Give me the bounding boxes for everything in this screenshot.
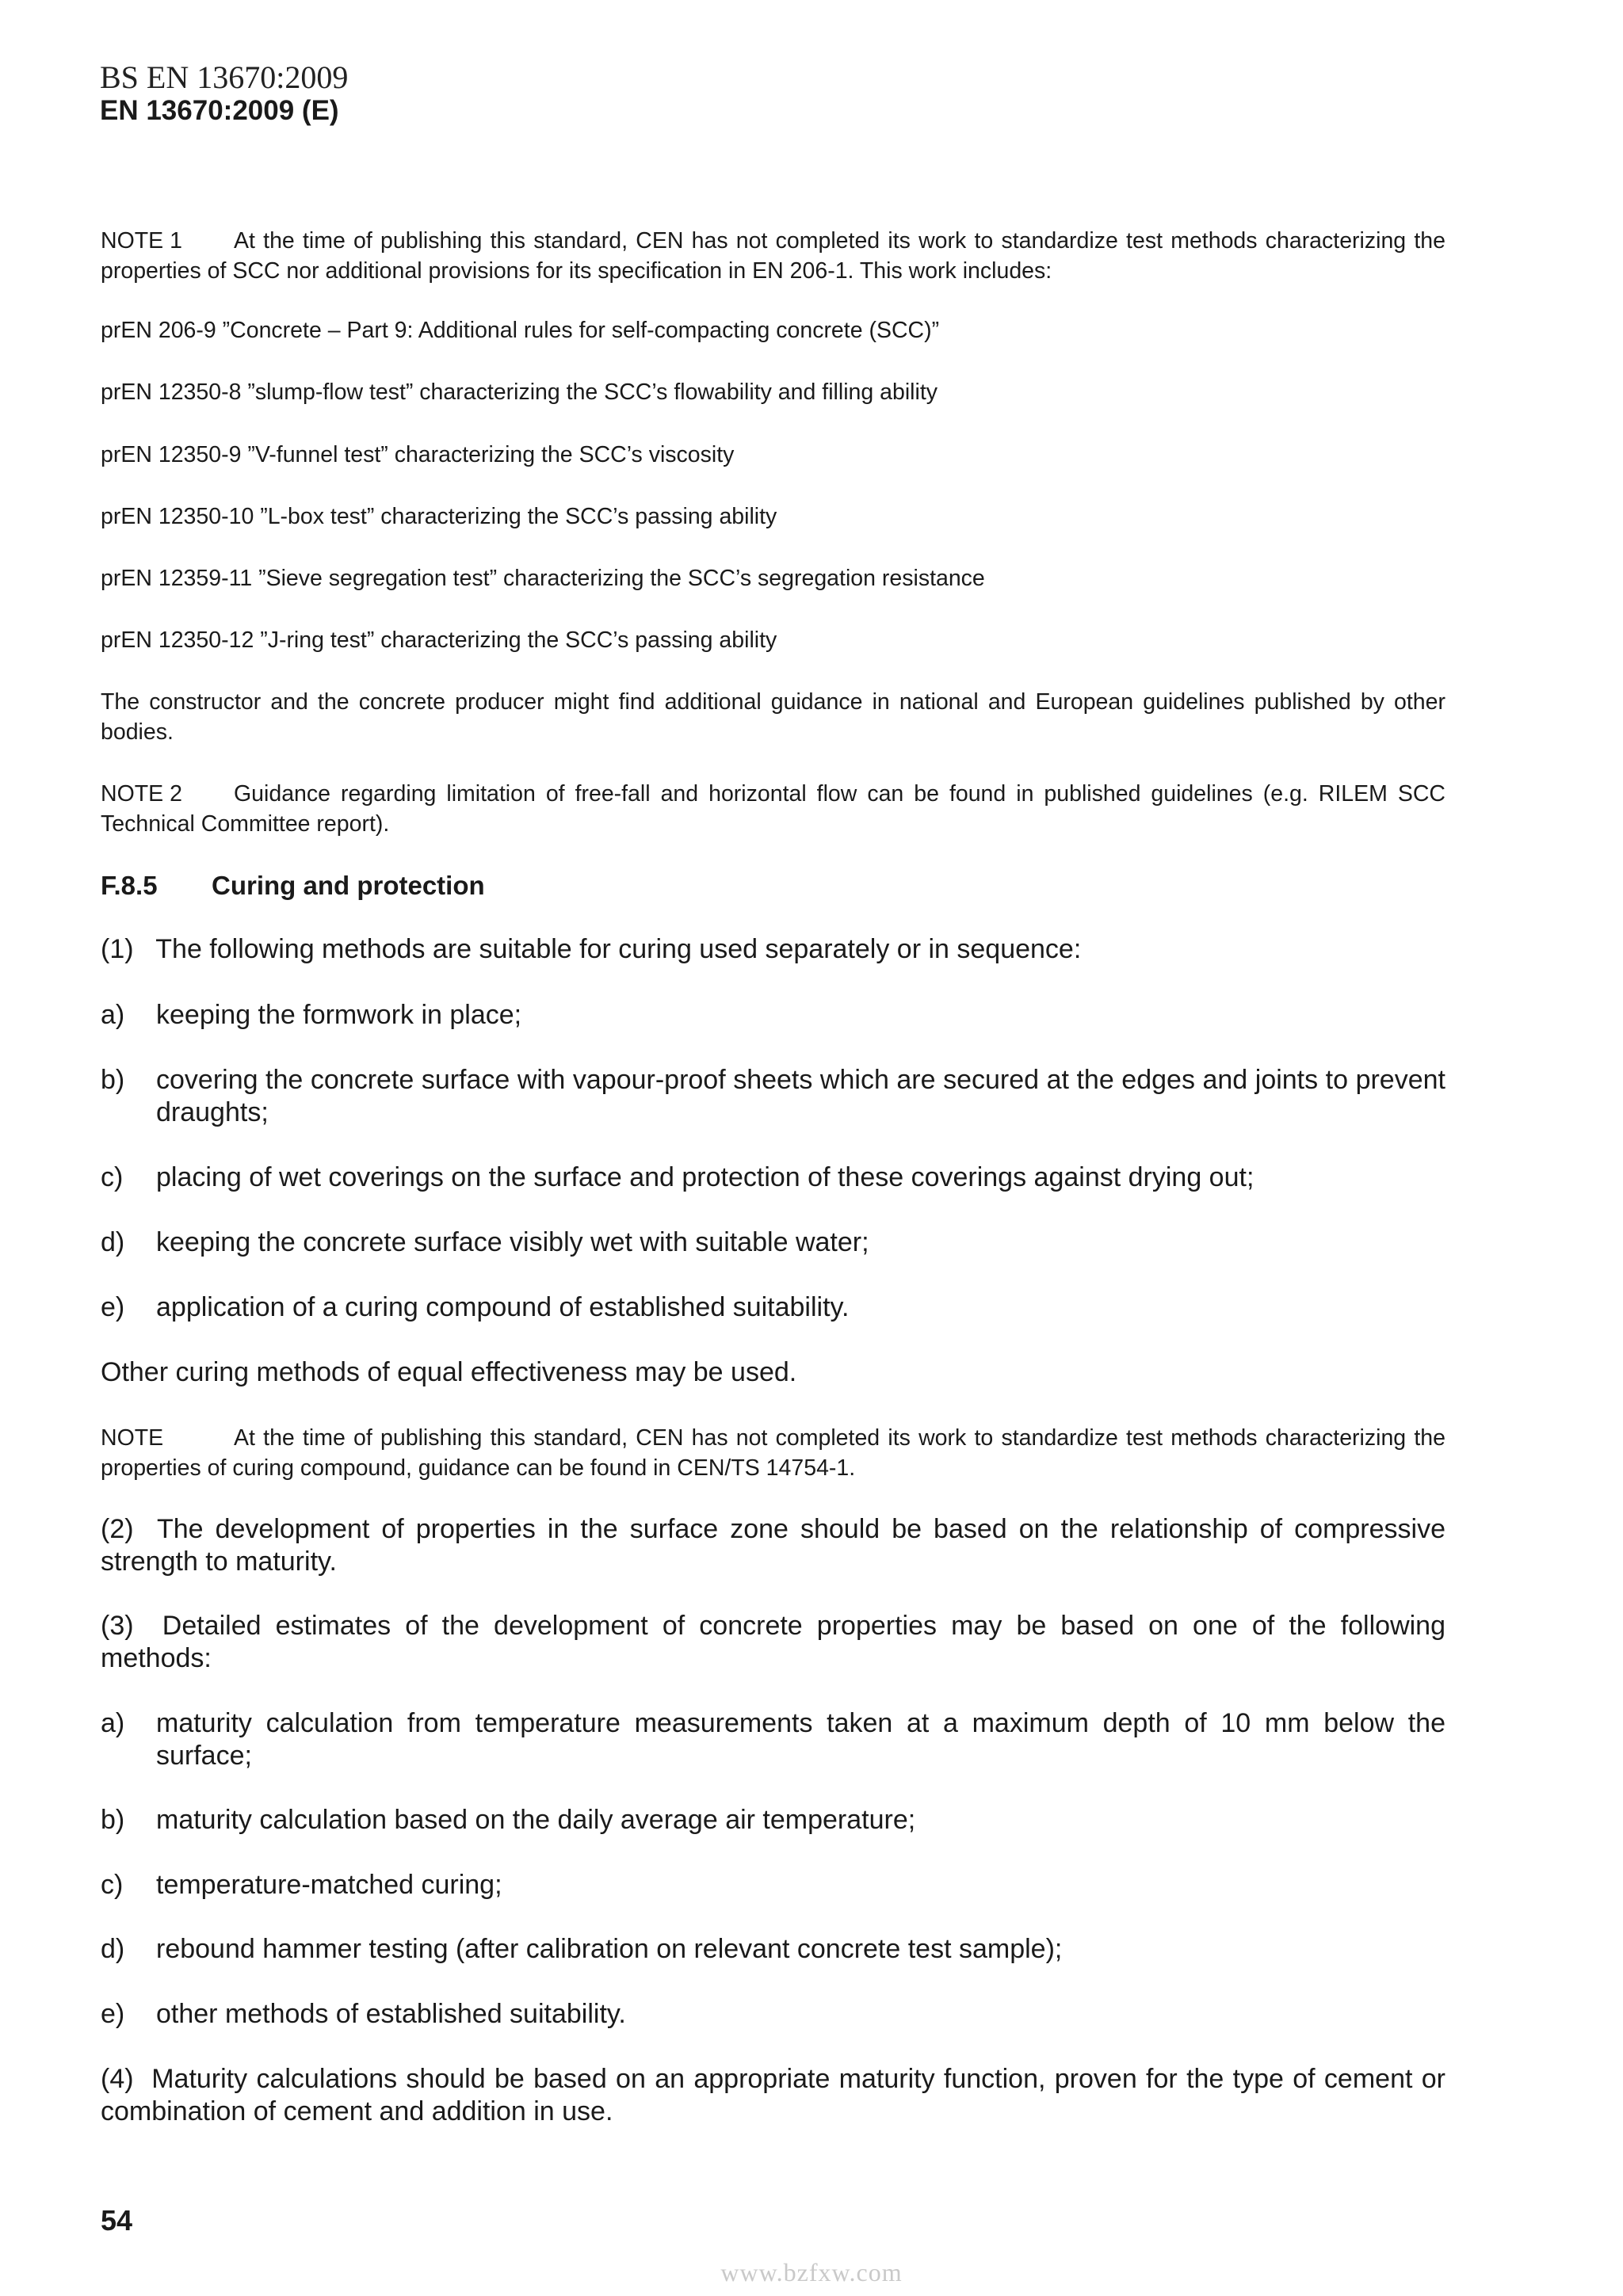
guidance-paragraph: The constructor and the concrete producer might find additional guidance in national and European guidelines published by other bodies. [101, 689, 1445, 745]
list-item-text: covering the concrete surface with vapour-proof sheets which are secured at the edges and joints to prevent draughts; [156, 1065, 1445, 1127]
list-item-text: maturity calculation from temperature measurements taken at a maximum depth of 10 mm below the surface; [156, 1708, 1445, 1771]
page-number: 54 [101, 2204, 133, 2237]
note-3-text: At the time of publishing this standard, CEN has not completed its work to standardize test methods characterizing the properties of curing compound, guidance can be found in CEN/TS 14754-1. [101, 1425, 1445, 1481]
list-item-text: keeping the concrete surface visibly wet with suitable water; [156, 1227, 869, 1257]
clause-1: (1) The following methods are suitable for curing used separately or in sequence: [101, 934, 1082, 964]
pren-item: prEN 12350-9 ”V-funnel test” characterizing the SCC’s viscosity [101, 442, 735, 467]
list-item-label: b) [101, 1805, 125, 1835]
pren-item: prEN 12359-11 ”Sieve segregation test” characterizing the SCC’s segregation resistance [101, 566, 985, 591]
clause-4: (4) Maturity calculations should be based on an appropriate maturity function, proven for the type of cement or combination of cement and addition in use. [101, 2064, 1445, 2126]
list-item-label: d) [101, 1934, 125, 1964]
list-item-label: e) [101, 1292, 125, 1322]
list-item-label: a) [101, 1000, 125, 1030]
clause-3: (3) Detailed estimates of the development of concrete properties may be based on one of the following methods: [101, 1611, 1445, 1673]
list-item-text: temperature-matched curing; [156, 1870, 502, 1900]
list-item-label: a) [101, 1708, 125, 1738]
list-item-text: placing of wet coverings on the surface and protection of these coverings against drying out; [156, 1162, 1254, 1192]
note-1-label: NOTE 1 [101, 228, 182, 254]
list-item-text: keeping the formwork in place; [156, 1000, 522, 1030]
section-heading [101, 869, 485, 902]
note-2-label: NOTE 2 [101, 781, 182, 807]
clause-2: (2) The development of properties in the surface zone should be based on the relationship of compressive strength to maturity. [101, 1514, 1445, 1577]
note-1-text: At the time of publishing this standard, CEN has not completed its work to standardize test methods characterizing the properties of SCC nor additional provisions for its specification in EN 206-1. This work includes: [101, 228, 1445, 284]
note-3 [101, 1423, 1445, 1483]
list-item-label: e) [101, 1999, 125, 2029]
standard-number: BS EN 13670:2009 [100, 59, 349, 95]
note-2 [101, 779, 1445, 839]
list-item-label: c) [101, 1162, 124, 1192]
standard-edition: EN 13670:2009 (E) [100, 95, 339, 126]
note-1 [101, 226, 1445, 286]
pren-item: prEN 12350-10 ”L-box test” characterizing the SCC’s passing ability [101, 504, 777, 529]
list-item-label: d) [101, 1227, 125, 1257]
list-item-label: c) [101, 1870, 124, 1900]
pren-item: prEN 206-9 ”Concrete – Part 9: Additional rules for self-compacting concrete (SCC)” [101, 318, 940, 343]
list-item-text: application of a curing compound of established suitability. [156, 1292, 850, 1322]
pren-item: prEN 12350-8 ”slump-flow test” characterizing the SCC’s flowability and filling ability [101, 379, 938, 405]
other-methods-text: Other curing methods of equal effectiveness may be used. [101, 1357, 797, 1387]
list-item-text: other methods of established suitability. [156, 1999, 626, 2029]
list-item-text: rebound hammer testing (after calibration on relevant concrete test sample); [156, 1934, 1063, 1964]
note-2-text: Guidance regarding limitation of free-fall and horizontal flow can be found in published guidelines (e.g. RILEM SCC Technical Committee report). [101, 781, 1445, 837]
note-3-label: NOTE [101, 1425, 164, 1451]
section-title: Curing and protection [212, 871, 485, 900]
watermark: www.bzfxw.com [720, 2258, 903, 2286]
list-item-label: b) [101, 1065, 125, 1095]
list-item-text: maturity calculation based on the daily average air temperature; [156, 1805, 916, 1835]
section-number: F.8.5 [101, 871, 158, 900]
pren-item: prEN 12350-12 ”J-ring test” characterizing the SCC’s passing ability [101, 627, 777, 653]
